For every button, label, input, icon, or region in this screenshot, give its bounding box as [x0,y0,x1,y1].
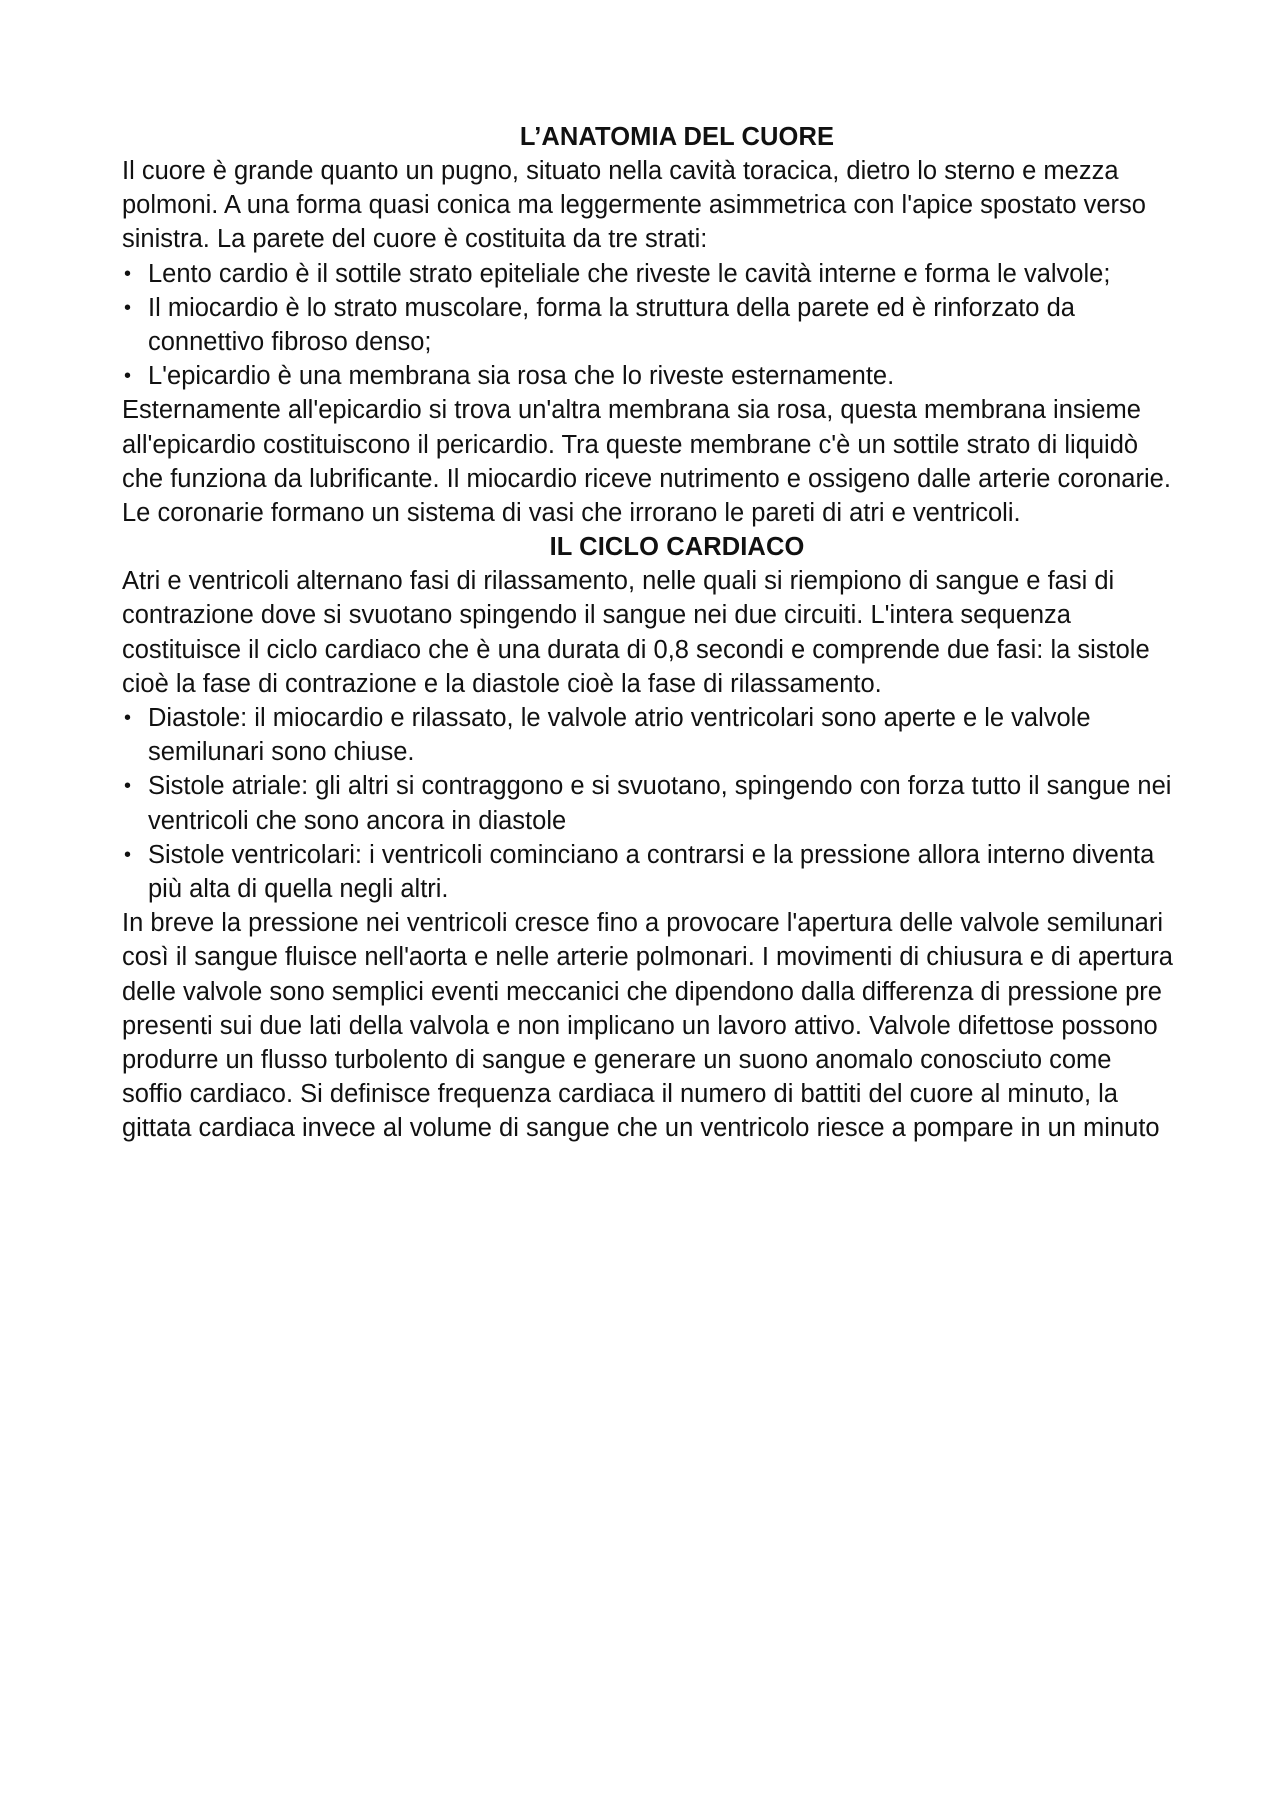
bullet-list-fasi [122,701,1178,906]
section-title-ciclo: IL CICLO CARDIACO [549,533,805,562]
paragraph-anatomia-intro: Il cuore è grande quanto un pugno, situato nella cavità toracica, dietro lo sterno e mezza polmoni. A una forma quasi conica ma leggermente asimmetrica con l'apice spostato verso sinistra. La parete del cuore è costituita da tre strati: [122,157,1146,254]
document-page [122,120,1178,1146]
bullet-icon: • [124,843,132,866]
bullet-icon: • [124,365,132,388]
list-item [122,769,1178,837]
list-item [122,838,1178,906]
list-item [122,291,1178,359]
bullet-icon: • [124,262,132,285]
list-item-text: Sistole atriale: gli altri si contraggono e si svuotano, spingendo con forza tutto il sangue nei ventricoli che sono ancora in diastole [148,772,1172,835]
bullet-list-strati [122,257,1178,394]
list-item-text: Sistole ventricolari: i ventricoli cominciano a contrarsi e la pressione allora interno diventa più alta di quella negli altri. [148,840,1155,904]
list-item-text: Diastole: il miocardio e rilassato, le valvole atrio ventricolari sono aperte e le valvole semilunari sono chiuse. [148,704,1091,767]
paragraph-ciclo-closing: In breve la pressione nei ventricoli cresce fino a provocare l'apertura delle valvole semilunari così il sangue fluisce nell'aorta e nelle arterie polmonari. I movimenti di chiusura e di apertura delle valvole sono semplici eventi meccanici che dipendono dalla differenza di pressione pre presenti sui due lati della valvola e non implicano un lavoro attivo. Valvole difettose possono produrre un flusso turbolento di sangue e generare un suono anomalo conosciuto come soffio cardiaco. Si definisce frequenza cardiaca il numero di battiti del cuore al minuto, la gittata cardiaca invece al volume di sangue che un ventricolo riesce a pompare in un minuto [122,909,1173,1143]
paragraph-anatomia-closing: Esternamente all'epicardio si trova un'altra membrana sia rosa, questa membrana insieme all'epicardio costituiscono il pericardio. Tra queste membrane c'è un sottile strato di liquidò che funziona da lubrificante. Il miocardio riceve nutrimento e ossigeno dalle arterie coronarie. Le coronarie formano un sistema di vasi che irrorano le pareti di atri e ventricoli. [122,396,1171,528]
bullet-icon: • [124,775,132,798]
list-item-text: Il miocardio è lo strato muscolare, forma la struttura della parete ed è rinforzato da connettivo fibroso denso; [148,293,1075,357]
list-item [122,257,1178,291]
bullet-icon: • [124,707,132,730]
list-item [122,359,1178,393]
list-item [122,701,1178,769]
bullet-icon: • [124,296,132,319]
list-item-text: Lento cardio è il sottile strato epiteliale che riveste le cavità interne e forma le valvole; [148,259,1111,288]
list-item-text: L'epicardio è una membrana sia rosa che lo riveste esternamente. [148,362,895,391]
section-title-anatomia: L’ANATOMIA DEL CUORE [519,123,835,151]
paragraph-ciclo-intro: Atri e ventricoli alternano fasi di rilassamento, nelle quali si riempiono di sangue e fasi di contrazione dove si svuotano spingendo il sangue nei due circuiti. L'intera sequenza costituisce il ciclo cardiaco che è una durata di 0,8 secondi e comprende due fasi: la sistole cioè la fase di contrazione e la diastole cioè la fase di rilassamento. [122,567,1150,698]
